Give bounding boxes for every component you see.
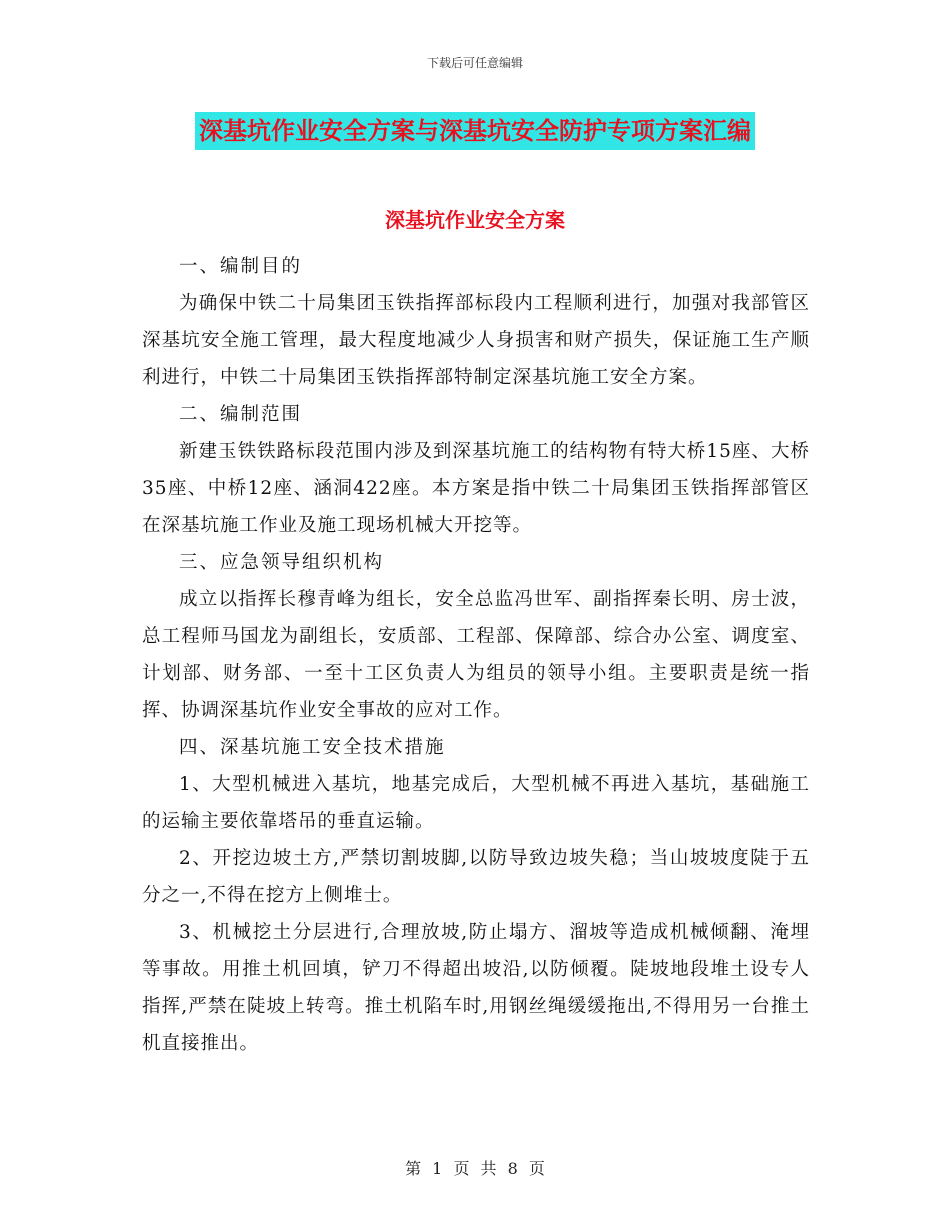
paragraph-purpose: 为确保中铁二十局集团玉铁指挥部标段内工程顺利进行，加强对我部管区深基坑安全施工管理，最大程度地减少人身损害和财产损失，保证施工生产顺利进行，中铁二十局集团玉铁指挥部特制定深基坑施工安全方案。 (142, 293, 810, 388)
paragraph-measure-1: 1、大型机械进入基坑，地基完成后，大型机械不再进入基坑，基础施工的运输主要依靠塔吊的垂直运输。 (142, 774, 810, 832)
paragraph-organization: 成立以指挥长穆青峰为组长，安全总监冯世军、副指挥秦长明、房士波，总工程师马国龙为副组长，安质部、工程部、保障部、综合办公室、调度室、计划部、财务部、一至十工区负责人为组员的领导小组。主要职责是统一指挥、协调深基坑作业安全事故的应对工作。 (142, 589, 810, 721)
document-body (142, 248, 810, 1062)
paragraph-scope: 新建玉铁铁路标段范围内涉及到深基坑施工的结构物有特大桥15座、大桥35座、中桥12座、涵洞422座。本方案是指中铁二十局集团玉铁指挥部管区在深基坑施工作业及施工现场机械大开挖等。 (142, 441, 810, 536)
heading-scope: 二、编制范围 (179, 404, 303, 425)
section-title: 深基坑作业安全方案 (385, 208, 565, 232)
main-title: 深基坑作业安全方案与深基坑安全防护专项方案汇编 (195, 112, 755, 150)
header-note: 下载后可任意编辑 (426, 56, 523, 70)
paragraph-measure-3: 3、机械挖土分层进行,合理放坡,防止塌方、溜坡等造成机械倾翻、淹埋等事故。用推土机回填，铲刀不得超出坡沿,以防倾覆。陡坡地段堆土设专人指挥,严禁在陡坡上转弯。推土机陷车时,用钢丝绳缓缓拖出,不得用另一台推土机直接推出。 (142, 922, 810, 1054)
page-number: 第 1 页 共 8 页 (405, 1159, 545, 1178)
paragraph-measure-2: 2、开挖边坡土方,严禁切割坡脚,以防导致边坡失稳；当山坡坡度陡于五分之一,不得在挖方上侧堆士。 (142, 848, 810, 906)
heading-organization: 三、应急领导组织机构 (179, 552, 385, 573)
heading-measures: 四、深基坑施工安全技术措施 (179, 737, 446, 758)
heading-purpose: 一、编制目的 (179, 256, 303, 277)
main-title-wrapper (0, 112, 950, 150)
